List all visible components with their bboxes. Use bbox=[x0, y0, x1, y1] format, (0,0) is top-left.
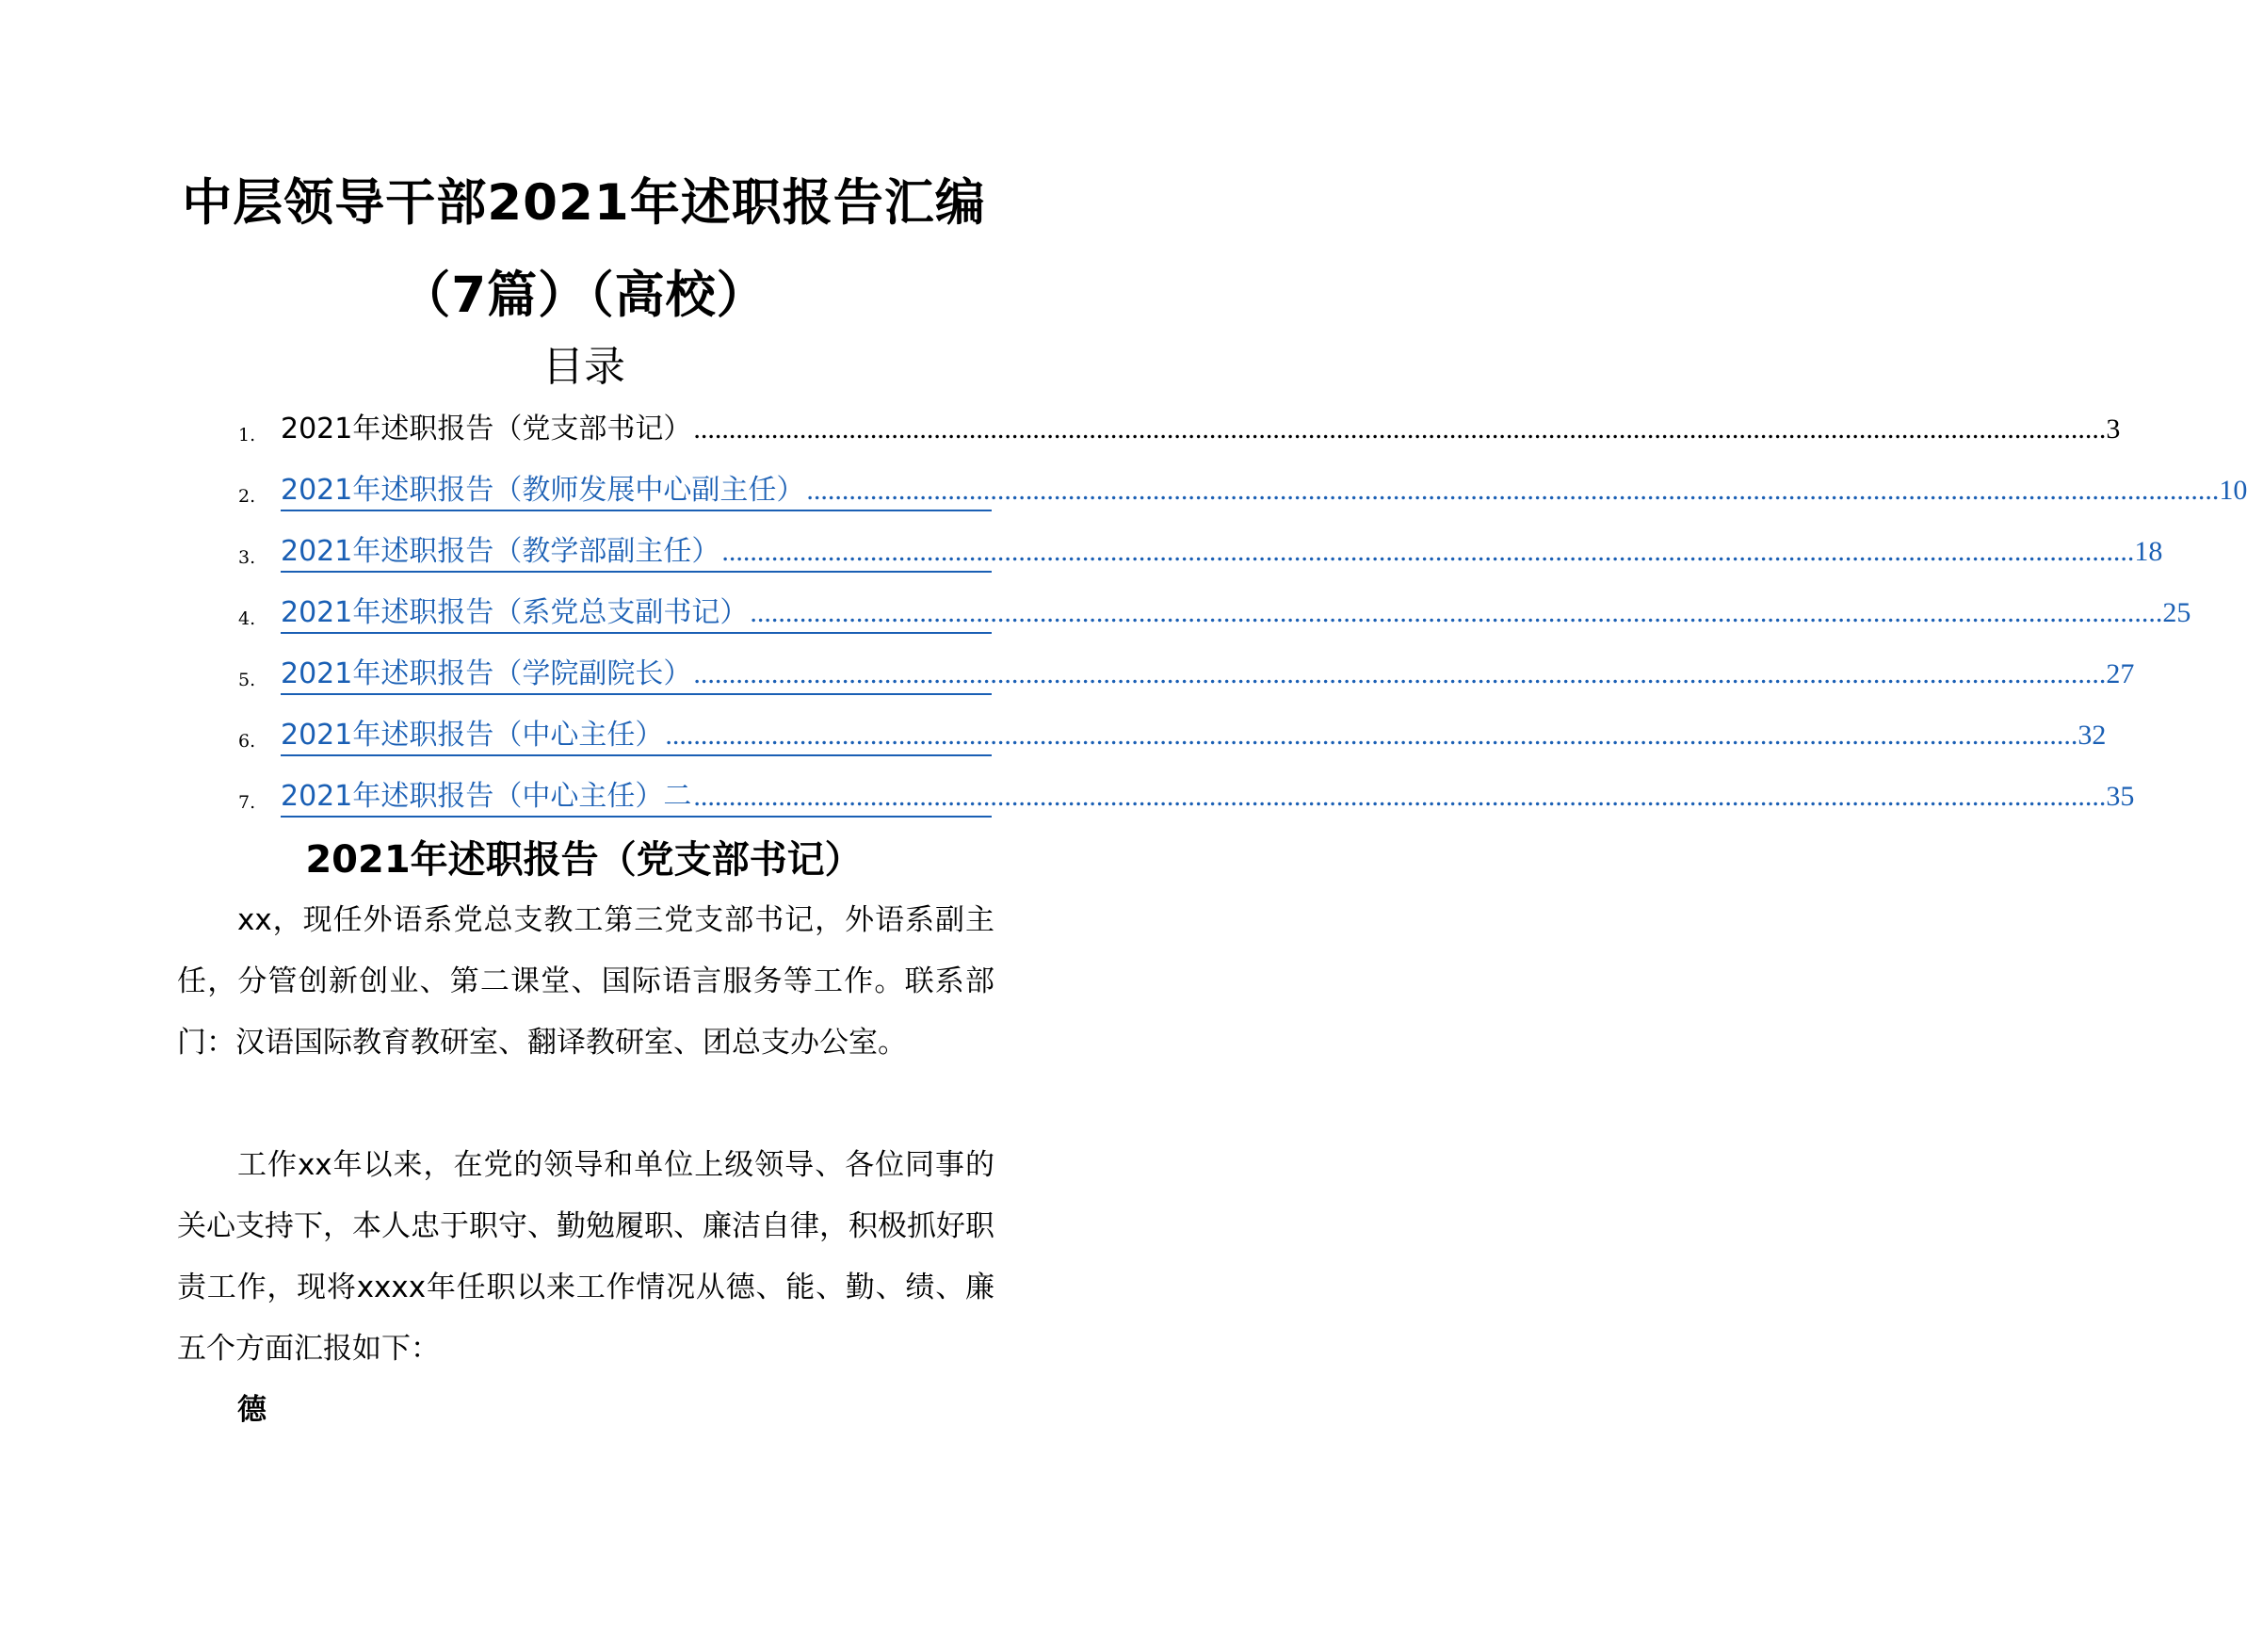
toc-item-text: 2021年述职报告（中心主任）二 bbox=[281, 780, 692, 813]
toc-item-link[interactable] bbox=[281, 529, 2163, 573]
toc-leader-dots: ........................................................................................................................................................................................................ bbox=[721, 536, 2135, 567]
table-of-contents bbox=[0, 407, 2247, 835]
toc-item-text: 2021年述职报告（教学部副主任） bbox=[281, 535, 720, 568]
toc-item-page: 18 bbox=[2134, 536, 2163, 567]
body-paragraph: xx，现任外语系党总支教工第三党支部书记，外语系副主任，分管创新创业、第二课堂、国际语言服务等工作。联系部门：汉语国际教育教研室、翻译教研室、团总支办公室。 bbox=[177, 903, 994, 1060]
toc-leader-dots: ........................................................................................................................................................................................................ bbox=[693, 658, 2107, 689]
toc-item-page: 27 bbox=[2106, 658, 2135, 689]
toc-item-page: 10 bbox=[2219, 475, 2247, 506]
toc-item-page: 3 bbox=[2106, 413, 2121, 445]
toc-item-number: 4. bbox=[238, 608, 256, 629]
toc-item-page: 32 bbox=[2077, 720, 2107, 751]
toc-heading: 目录 bbox=[542, 343, 625, 391]
toc-leader-dots: ........................................................................................................................................................................................................ bbox=[750, 597, 2163, 628]
body-paragraph: 工作xx年以来，在党的领导和单位上级领导、各位同事的关心支持下，本人忠于职守、勤勉履职、廉洁自律，积极抓好职责工作，现将xxxx年任职以来工作情况从德、能、勤、绩、廉五个方面汇报如下： bbox=[177, 1148, 994, 1366]
section-heading: 2021年述职报告（党支部书记） bbox=[305, 838, 863, 882]
toc-item-text: 2021年述职报告（学院副院长） bbox=[281, 657, 692, 690]
toc-item-link[interactable] bbox=[281, 713, 2107, 756]
toc-item-number: 3. bbox=[238, 547, 256, 568]
toc-leader-dots: ........................................................................................................................................................................................................ bbox=[693, 413, 2107, 445]
toc-item bbox=[0, 652, 2135, 713]
toc-item bbox=[0, 529, 2163, 591]
toc-item bbox=[0, 713, 2107, 774]
toc-item-text: 2021年述职报告（中心主任） bbox=[281, 719, 664, 752]
toc-leader-dots: ........................................................................................................................................................................................................ bbox=[665, 720, 2078, 751]
toc-item bbox=[0, 774, 2135, 835]
toc-item-number: 6. bbox=[238, 731, 256, 752]
toc-item bbox=[0, 407, 2121, 468]
toc-item bbox=[0, 591, 2191, 652]
toc-item-text: 2021年述职报告（党支部书记） bbox=[281, 413, 692, 445]
toc-leader-dots: ........................................................................................................................................................................................................ bbox=[806, 475, 2220, 506]
toc-item-link[interactable] bbox=[281, 468, 2247, 511]
toc-item-link[interactable] bbox=[281, 407, 2121, 448]
toc-item-page: 35 bbox=[2106, 781, 2135, 812]
subsection-heading: 德 bbox=[237, 1393, 267, 1427]
toc-item-text: 2021年述职报告（教师发展中心副主任） bbox=[281, 474, 805, 507]
toc-item-text: 2021年述职报告（系党总支副书记） bbox=[281, 596, 749, 629]
toc-leader-dots: ........................................................................................................................................................................................................ bbox=[693, 781, 2107, 812]
toc-item bbox=[0, 468, 2247, 529]
toc-item-number: 7. bbox=[238, 792, 256, 813]
toc-item-number: 5. bbox=[238, 670, 256, 690]
toc-item-number: 2. bbox=[238, 486, 256, 507]
toc-item-number: 1. bbox=[238, 425, 256, 445]
toc-item-link[interactable] bbox=[281, 774, 2135, 818]
toc-item-page: 25 bbox=[2162, 597, 2191, 628]
toc-item-link[interactable] bbox=[281, 591, 2191, 634]
toc-item-link[interactable] bbox=[281, 652, 2135, 695]
document-title-line-1: 中层领导干部2021年述职报告汇编 bbox=[182, 174, 986, 232]
document-title-line-2: （7篇）（高校） bbox=[400, 267, 768, 324]
